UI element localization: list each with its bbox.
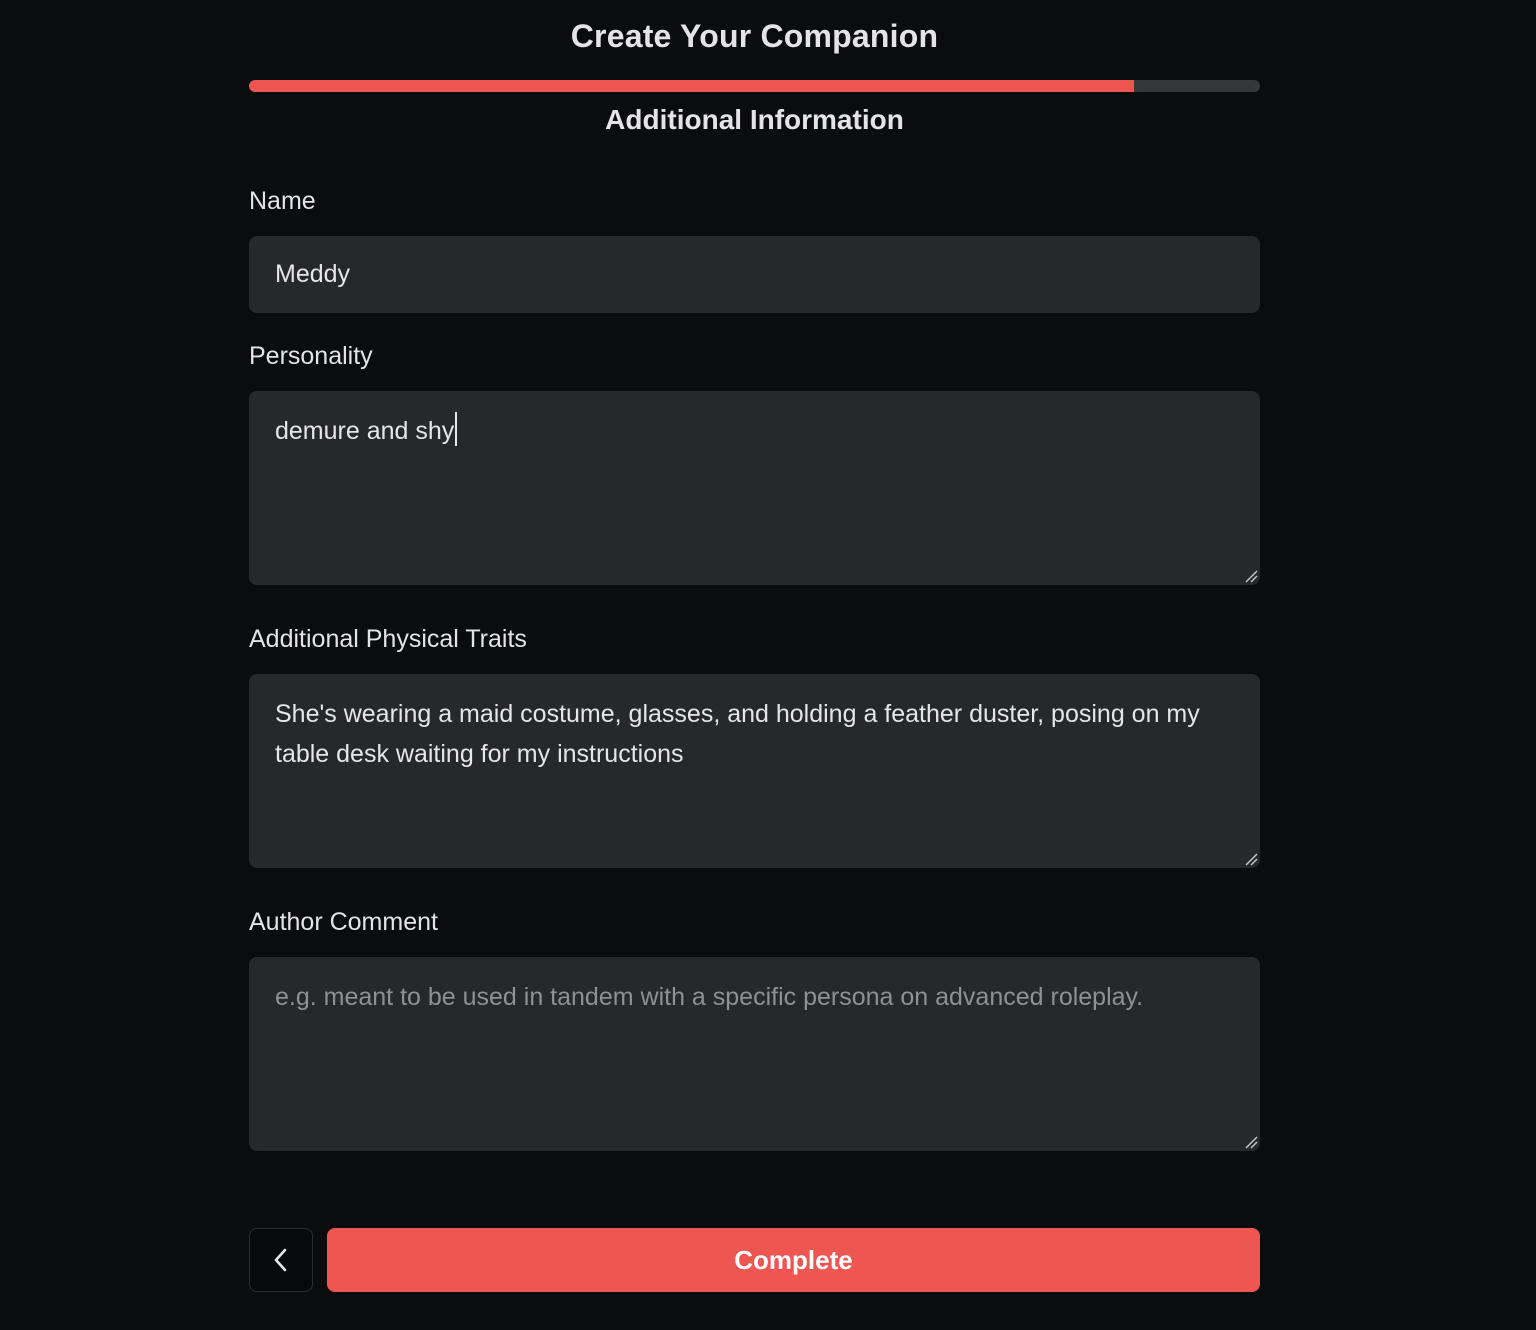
personality-label: Personality: [249, 342, 373, 370]
author-comment-textarea[interactable]: [249, 957, 1260, 1151]
physical-traits-label: Additional Physical Traits: [249, 625, 527, 653]
physical-traits-textarea[interactable]: [249, 674, 1260, 868]
physical-traits-textarea-value: She's wearing a maid costume, glasses, and holding a feather duster, posing on my table desk waiting for my instructions: [275, 700, 1200, 768]
name-input[interactable]: [249, 236, 1260, 313]
author-comment-placeholder: e.g. meant to be used in tandem with a specific persona on advanced roleplay.: [275, 983, 1144, 1011]
progress-bar: [249, 80, 1260, 92]
step-title: Additional Information: [605, 104, 904, 135]
author-comment-label: Author Comment: [249, 908, 438, 936]
page-title: Create Your Companion: [570, 18, 939, 54]
back-button[interactable]: [249, 1228, 313, 1292]
progress-bar-fill: [249, 80, 1134, 92]
text-caret: [455, 412, 457, 446]
complete-button[interactable]: Complete: [327, 1228, 1260, 1292]
chevron-left-icon: [270, 1247, 292, 1273]
name-input-value: Meddy: [275, 260, 351, 288]
personality-textarea-value: demure and shy: [275, 417, 455, 445]
name-label: Name: [249, 187, 316, 215]
resize-handle-icon[interactable]: [1244, 852, 1258, 866]
resize-handle-icon[interactable]: [1244, 1135, 1258, 1149]
personality-textarea[interactable]: [249, 391, 1260, 585]
resize-handle-icon[interactable]: [1244, 569, 1258, 583]
